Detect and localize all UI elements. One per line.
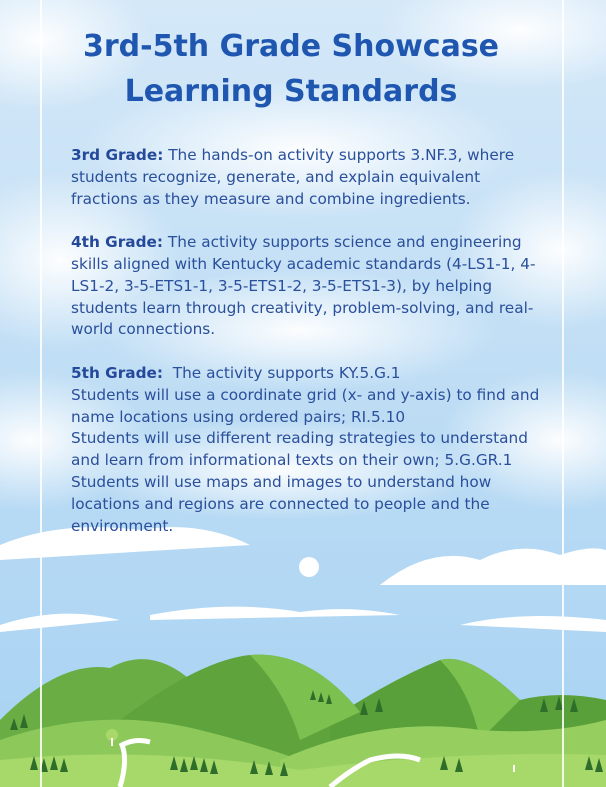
fifth-grade-text-2: Students will use a coordinate grid (x- and y-axis) to find and name locations using ordered pairs; RI.5.10 [71,385,540,426]
page-title [0,24,582,114]
fifth-grade-paragraph [71,363,549,537]
fifth-grade-text-3: Students will use different reading strategies to understand and learn from informational texts on their own; 5.G.GR.1 Students will use maps and images to understand how locations and regions are connected to people and the environment. [71,429,528,535]
fourth-grade-text: The activity supports science and engineering skills aligned with Kentucky academic standards (4-LS1-1, 4-LS1-2, 3-5-ETS1-1, 3-5-ETS1-2, 3-5-ETS1-3), by helping students learn through creativity, problem-solving, and real-world connections. [71,233,536,339]
third-grade-paragraph [71,145,549,210]
fifth-grade-label: 5th Grade: [71,363,164,382]
third-grade-label: 3rd Grade: [71,146,164,164]
fourth-grade-paragraph [71,232,549,341]
standards-content [71,145,549,537]
frame-line-right [562,0,564,787]
title-line-2: Learning Standards [124,74,458,109]
title-line-1: 3rd-5th Grade Showcase [82,29,500,64]
frame-line-left [40,0,42,787]
fifth-grade-text-1: The activity supports KY.5.G.1 [163,363,401,382]
fourth-grade-label: 4th Grade: [71,233,164,252]
third-grade-text: The hands-on activity supports 3.NF.3, where students recognize, generate, and explain equivalent fractions as they measure and combine ingredients. [71,146,515,208]
